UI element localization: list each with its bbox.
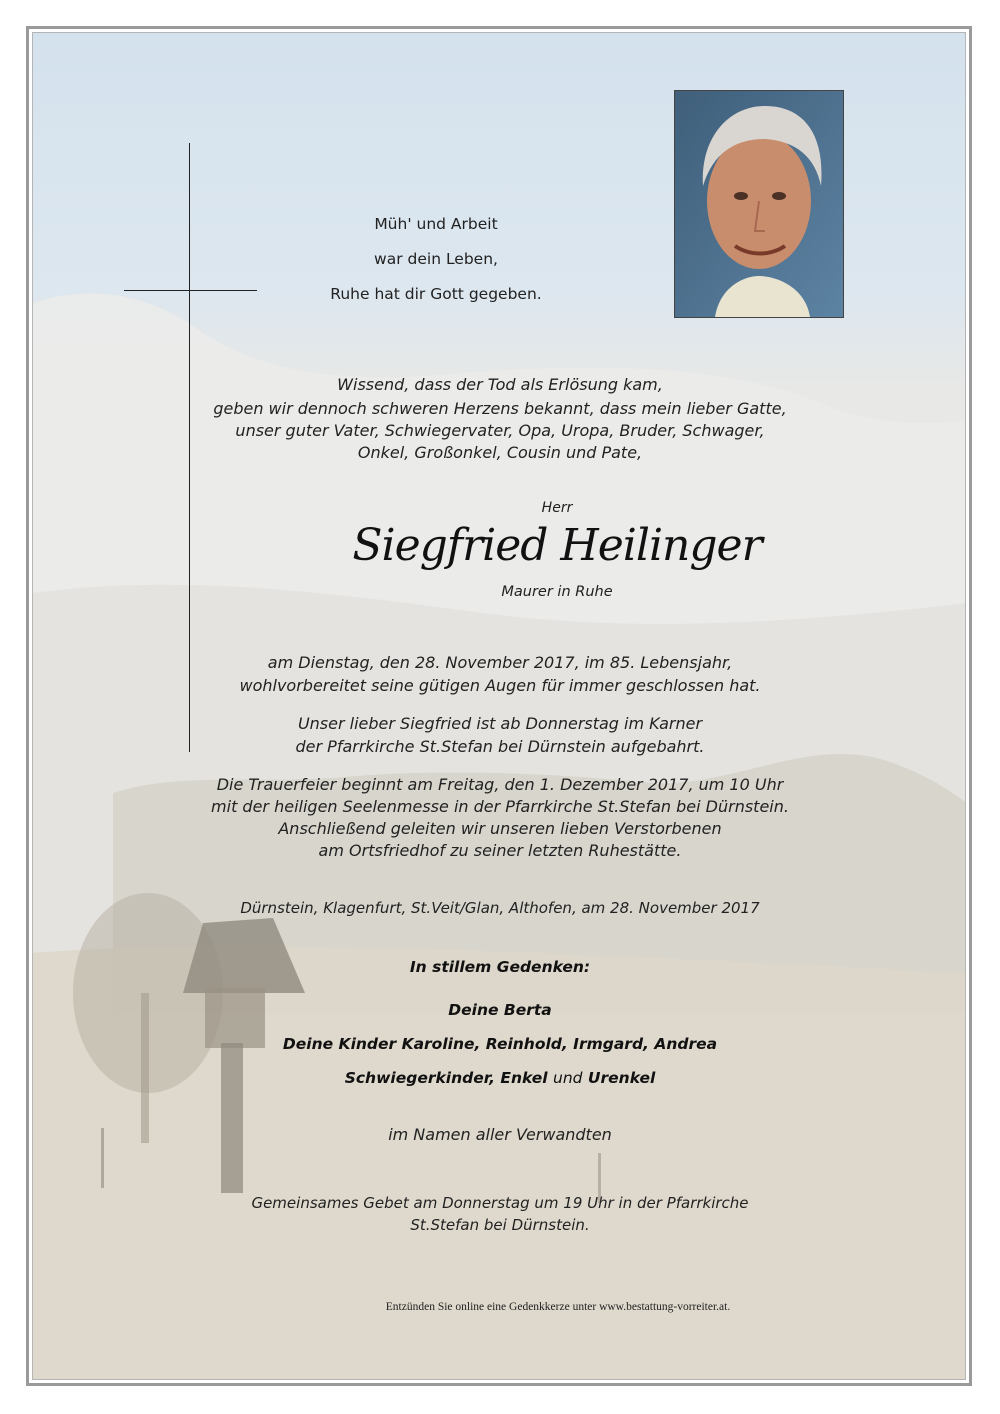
mourner-in-laws: Schwiegerkinder, Enkel xyxy=(344,1069,548,1087)
verse-line-2: war dein Leben, xyxy=(374,250,498,268)
footer-note: Entzünden Sie online eine Gedenkkerze unter www.bestattung-vorreiter.at. xyxy=(385,1301,731,1313)
prayer-line-1: Gemeinsames Gebet am Donnerstag um 19 Uhr in der Pfarrkirche xyxy=(251,1194,749,1212)
and-word: und xyxy=(553,1069,583,1087)
place-date: Dürnstein, Klagenfurt, St.Veit/Glan, Althofen, am 28. November 2017 xyxy=(240,899,760,917)
prayer-line-2: St.Stefan bei Dürnstein. xyxy=(410,1216,590,1234)
announcement-line-1: Wissend, dass der Tod als Erlösung kam, xyxy=(337,375,663,394)
portrait-photo xyxy=(674,90,844,318)
occupation: Maurer in Ruhe xyxy=(501,584,613,600)
verse-line-1: Müh' und Arbeit xyxy=(374,215,498,233)
laid-out-line-2: der Pfarrkirche St.Stefan bei Dürnstein aufgebahrt. xyxy=(295,737,705,756)
relatives: im Namen aller Verwandten xyxy=(388,1125,612,1144)
mourners-heading: In stillem Gedenken: xyxy=(409,958,591,976)
mourner-great-grandchildren: Urenkel xyxy=(587,1069,656,1087)
mourner-children: Deine Kinder Karoline, Reinhold, Irmgard, Andrea xyxy=(282,1035,718,1053)
announcement-line-2: geben wir dennoch schweren Herzens bekannt, dass mein lieber Gatte, xyxy=(213,399,787,418)
funeral-line-4: am Ortsfriedhof zu seiner letzten Ruhestätte. xyxy=(318,841,682,860)
laid-out-line-1: Unser lieber Siegfried ist ab Donnerstag im Karner xyxy=(297,714,703,733)
announcement-line-3: unser guter Vater, Schwiegervater, Opa, Uropa, Bruder, Schwager, xyxy=(235,421,765,440)
verse-line-3: Ruhe hat dir Gott gegeben. xyxy=(330,285,542,303)
announcement-line-4: Onkel, Großonkel, Cousin und Pate, xyxy=(357,443,643,462)
mourner-family xyxy=(0,1069,1000,1087)
salutation: Herr xyxy=(541,500,573,516)
death-line-2: wohlvorbereitet seine gütigen Augen für immer geschlossen hat. xyxy=(239,676,761,695)
deceased-name: Siegfried Heilinger xyxy=(352,520,762,571)
mourner-wife: Deine Berta xyxy=(448,1001,552,1019)
death-line-1: am Dienstag, den 28. November 2017, im 85. Lebensjahr, xyxy=(267,653,733,672)
funeral-line-1: Die Trauerfeier beginnt am Freitag, den 1. Dezember 2017, um 10 Uhr xyxy=(216,775,784,794)
funeral-line-3: Anschließend geleiten wir unseren lieben Verstorbenen xyxy=(278,819,722,838)
funeral-line-2: mit der heiligen Seelenmesse in der Pfarrkirche St.Stefan bei Dürnstein. xyxy=(211,797,789,816)
